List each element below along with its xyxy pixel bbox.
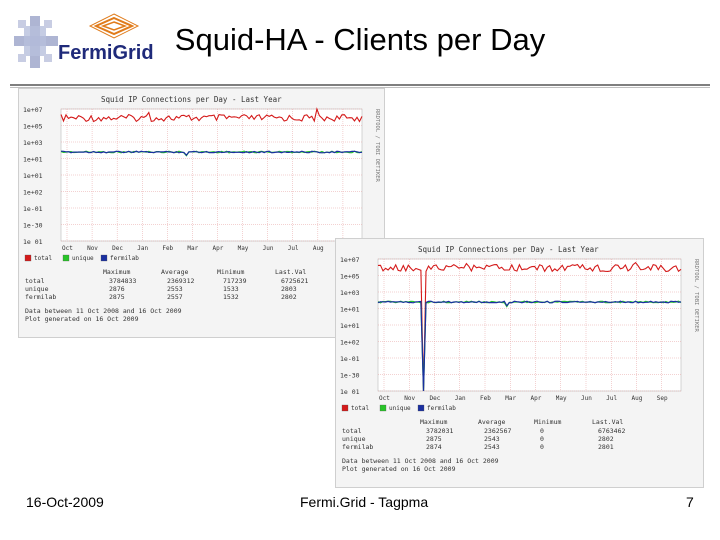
stats-value: 3784833 (109, 277, 137, 285)
stats-header: Average (161, 268, 189, 276)
y-tick-label: 1e+01 (340, 322, 360, 330)
x-tick-label: Dec (429, 395, 441, 402)
stats-value: 2801 (598, 443, 614, 451)
x-tick-label: May (555, 395, 567, 402)
stats-header: Last.Val (275, 268, 307, 276)
y-tick-label: 1e+01 (23, 172, 43, 180)
y-tick-label: 1e-30 (340, 371, 360, 380)
page-number: 7 (686, 494, 694, 510)
x-tick-label: Nov (87, 245, 98, 252)
x-tick-label: Jan (137, 245, 149, 252)
chart-1-svg (19, 89, 384, 337)
slide-title: Squid-HA - Clients per Day (174, 22, 546, 57)
stats-value: 2876 (109, 285, 125, 293)
y-tick-label: 1e-01 (23, 205, 43, 213)
chart-panel-1 (18, 88, 385, 338)
y-tick-label: 1e 01 (340, 388, 360, 396)
stats-value: 6763462 (598, 427, 626, 435)
legend-swatch-total (25, 255, 31, 261)
stats-value: 2543 (484, 435, 500, 443)
stats-header: Maximum (103, 268, 131, 276)
x-tick-label: Feb (162, 245, 174, 252)
legend-swatch-fermilab (418, 405, 424, 411)
stats-value: 2369312 (167, 277, 195, 285)
stats-value: 6725621 (281, 277, 309, 285)
stats-value: 0 (540, 427, 544, 435)
stats-header: Maximum (420, 418, 448, 426)
chart-title: Squid IP Connections per Day - Last Year (418, 245, 599, 254)
stats-value: 3782031 (426, 427, 454, 435)
legend-swatch-unique (63, 255, 69, 261)
stats-row-label: unique (25, 285, 49, 293)
stats-value: 2875 (109, 293, 125, 301)
plot-generated-text: Plot generated on 16 Oct 2009 (25, 315, 139, 323)
stats-value: 2874 (426, 443, 442, 451)
stats-value: 2553 (167, 285, 183, 293)
legend-swatch-total (342, 405, 348, 411)
legend-label-total: total (351, 405, 370, 412)
stats-value: 2543 (484, 443, 500, 451)
stats-value: 2875 (426, 435, 442, 443)
x-tick-label: Jun (262, 245, 274, 252)
y-tick-label: 1e+03 (340, 289, 360, 297)
x-tick-label: Apr (530, 395, 542, 402)
stats-row-label: total (342, 427, 362, 435)
data-range-text: Data between 11 Oct 2008 and 16 Oct 2009 (342, 457, 499, 465)
y-tick-label: 1e+05 (340, 272, 360, 281)
x-tick-label: Jul (606, 395, 618, 402)
stats-row-label: total (25, 277, 45, 285)
x-tick-label: Oct (62, 245, 73, 252)
stats-header: Average (478, 418, 506, 426)
y-tick-label: 1e+02 (23, 188, 43, 197)
x-tick-label: Mar (187, 245, 199, 252)
data-range-text: Data between 11 Oct 2008 and 16 Oct 2009 (25, 307, 182, 315)
stats-header: Minimum (217, 268, 245, 276)
x-tick-label: Apr (212, 245, 224, 252)
legend-swatch-unique (380, 405, 386, 411)
y-tick-label: 1e+07 (23, 106, 43, 114)
stats-value: 717239 (223, 277, 247, 285)
y-tick-label: 1e 01 (23, 238, 43, 246)
footer-center: Fermi.Grid - Tagpma (300, 494, 429, 510)
stats-value: 1533 (223, 285, 239, 293)
legend-swatch-fermilab (101, 255, 107, 261)
x-tick-label: Sep (656, 395, 668, 402)
y-tick-label: 1e+07 (340, 256, 360, 264)
chart-panel-2 (335, 238, 704, 488)
stats-row-label: unique (342, 435, 366, 443)
snowflake-icon (14, 16, 58, 68)
stats-value: 2802 (598, 435, 614, 443)
stats-row-label: fermilab (342, 443, 374, 451)
stats-value: 2802 (281, 293, 297, 301)
stats-header: Minimum (534, 418, 562, 426)
title-rule (10, 84, 710, 86)
y-tick-label: 1e+05 (23, 122, 43, 131)
stats-value: 2557 (167, 293, 183, 301)
chart-2-svg (336, 239, 703, 487)
y-tick-label: 1e+01 (23, 155, 43, 164)
x-tick-label: Jun (581, 395, 592, 402)
footer-date: 16-Oct-2009 (26, 494, 104, 510)
legend-label-fermilab: fermilab (427, 405, 456, 412)
x-tick-label: Jul (287, 245, 299, 252)
y-tick-label: 1e-30 (23, 221, 43, 230)
stats-row-label: fermilab (25, 293, 57, 301)
x-tick-label: Feb (480, 395, 491, 402)
y-tick-label: 1e+03 (23, 139, 43, 147)
chart-side-label: RRDTOOL / TOBI OETIKER (693, 259, 699, 332)
chart-side-label: RRDTOOL / TOBI OETIKER (374, 109, 380, 182)
legend-label-fermilab: fermilab (110, 255, 139, 262)
x-tick-label: Mar (505, 395, 517, 402)
legend-label-unique: unique (72, 255, 94, 262)
stats-header: Last.Val (592, 418, 624, 426)
x-tick-label: May (237, 245, 249, 252)
x-tick-label: Aug (312, 245, 324, 252)
x-tick-label: Oct (379, 395, 390, 402)
legend-label-unique: unique (389, 405, 411, 412)
plot-generated-text: Plot generated on 16 Oct 2009 (342, 465, 456, 473)
x-tick-label: Dec (112, 245, 124, 252)
stats-value: 2362567 (484, 427, 512, 435)
stats-value: 2803 (281, 285, 297, 293)
stats-value: 1532 (223, 293, 239, 301)
stats-value: 0 (540, 443, 544, 451)
chart-title: Squid IP Connections per Day - Last Year (101, 95, 282, 104)
x-tick-label: Aug (631, 395, 643, 402)
logo-text: FermiGrid (58, 42, 154, 64)
y-tick-label: 1e+01 (340, 305, 360, 314)
y-tick-label: 1e+02 (340, 338, 360, 347)
x-tick-label: Nov (404, 395, 416, 402)
y-tick-label: 1e-01 (340, 355, 360, 363)
legend-label-total: total (34, 255, 53, 262)
x-tick-label: Jan (454, 395, 466, 402)
stats-value: 0 (540, 435, 544, 443)
